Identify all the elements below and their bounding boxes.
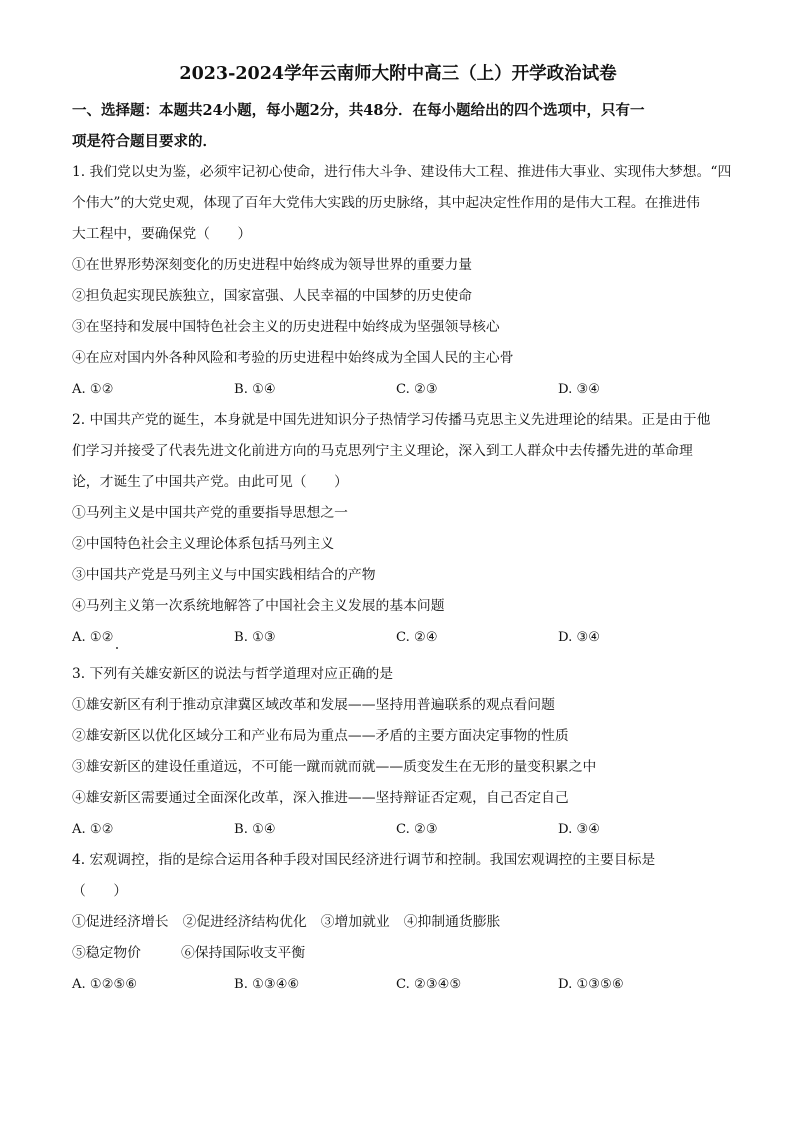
- choice-d[interactable]: D. ①③⑤⑥: [558, 977, 624, 992]
- question-option: ③雄安新区的建设任重道远，不可能一蹴而就而就——质变发生在无形的量变积累之中: [72, 759, 597, 775]
- choice-b[interactable]: B. ①④: [234, 822, 276, 837]
- question-stem-line: （ ）: [72, 883, 128, 899]
- answer-choices: [72, 374, 724, 405]
- question-stem-line: 个伟大”的大党史观，体现了百年大党伟大实践的历史脉络，其中起决定性作用的是伟大工程。在推进伟: [72, 195, 700, 211]
- choice-d[interactable]: D. ③④: [558, 822, 601, 837]
- question-option: ⑤稳定物价: [72, 945, 141, 961]
- answer-choices: [72, 622, 724, 653]
- choice-c[interactable]: C. ②③: [396, 822, 438, 837]
- question-option: ②促进经济结构优化: [182, 914, 307, 930]
- answer-choices: [72, 814, 724, 845]
- question-4: [72, 845, 724, 1000]
- question-option: ①在世界形势深刻变化的历史进程中始终成为领导世界的重要力量: [72, 257, 473, 273]
- question-2: [72, 405, 724, 653]
- question-stem-line: 大工程中，要确保党（ ）: [72, 226, 252, 242]
- page-title: 2023-2024学年云南师大附中高三（上）开学政治试卷: [179, 64, 617, 84]
- choice-a[interactable]: [72, 622, 234, 653]
- question-option: ④雄安新区需要通过全面深化改革，深入推进——坚持辩证否定观，自己否定自己: [72, 790, 569, 806]
- choice-c[interactable]: C. ②④: [396, 630, 438, 645]
- question-stem-line: 4. 宏观调控，指的是综合运用各种手段对国民经济进行调节和控制。我国宏观调控的主要目标是: [72, 852, 656, 868]
- question-stem-line: 1. 我们党以史为鉴，必须牢记初心使命，进行伟大斗争、建设伟大工程、推进伟大事业、实现伟大梦想。“四: [72, 164, 732, 180]
- choice-a-label: A. ①②: [72, 630, 114, 645]
- section-heading-line-2: 项是符合题目要求的．: [72, 133, 217, 150]
- stray-dot-mark: [116, 647, 118, 649]
- question-option: ①雄安新区有利于推动京津冀区域改革和发展——坚持用普遍联系的观点看问题: [72, 697, 555, 713]
- question-options-row: [72, 938, 724, 969]
- question-option: ②中国特色社会主义理论体系包括马列主义: [72, 536, 335, 552]
- question-stem-line: 们学习并接受了代表先进文化前进方向的马克思列宁主义理论，深入到工人群众中去传播先进的革命理: [72, 443, 693, 459]
- question-option: ②雄安新区以优化区域分工和产业布局为重点——矛盾的主要方面决定事物的性质: [72, 728, 569, 744]
- question-stem-line: 3. 下列有关雄安新区的说法与哲学道理对应正确的是: [72, 666, 394, 682]
- question-option: ④抑制通货膨胀: [403, 914, 501, 930]
- question-option: ④在应对国内外各种风险和考验的历史进程中始终成为全国人民的主心骨: [72, 350, 514, 366]
- answer-choices: [72, 969, 724, 1000]
- question-1: [72, 157, 732, 405]
- choice-d[interactable]: D. ③④: [558, 630, 601, 645]
- question-option: ①促进经济增长: [72, 914, 169, 930]
- question-option: ③增加就业: [320, 914, 390, 930]
- choice-a[interactable]: A. ①②: [72, 822, 114, 837]
- question-stem-line: 论，才诞生了中国共产党。由此可见（ ）: [72, 474, 348, 490]
- choice-c[interactable]: C. ②③: [396, 382, 438, 397]
- exam-page: [72, 62, 732, 1000]
- choice-a[interactable]: A. ①②⑤⑥: [72, 977, 138, 992]
- choice-d[interactable]: D. ③④: [558, 382, 601, 397]
- choice-a[interactable]: A. ①②: [72, 382, 114, 397]
- question-option: ①马列主义是中国共产党的重要指导思想之一: [72, 505, 348, 521]
- choice-c[interactable]: C. ②③④⑤: [396, 977, 462, 992]
- question-stem-line: 2. 中国共产党的诞生，本身就是中国先进知识分子热情学习传播马克思主义先进理论的结果。正是由于他: [72, 412, 711, 428]
- question-3: [72, 659, 724, 845]
- question-option: ④马列主义第一次系统地解答了中国社会主义发展的基本问题: [72, 598, 445, 614]
- question-option: ③中国共产党是马列主义与中国实践相结合的产物: [72, 567, 376, 583]
- section-heading-line-1: 一、选择题：本题共24小题，每小题2分，共48分．在每小题给出的四个选项中，只有一: [72, 102, 645, 119]
- question-option: ②担负起实现民族独立，国家富强、人民幸福的中国梦的历史使命: [72, 288, 473, 304]
- choice-b[interactable]: B. ①③④⑥: [234, 977, 300, 992]
- choice-b[interactable]: B. ①④: [234, 382, 276, 397]
- choice-b[interactable]: B. ①③: [234, 630, 276, 645]
- question-options-row: [72, 907, 724, 938]
- question-option: ⑥保持国际收支平衡: [180, 945, 306, 961]
- question-option: ③在坚持和发展中国特色社会主义的历史进程中始终成为坚强领导核心: [72, 319, 500, 335]
